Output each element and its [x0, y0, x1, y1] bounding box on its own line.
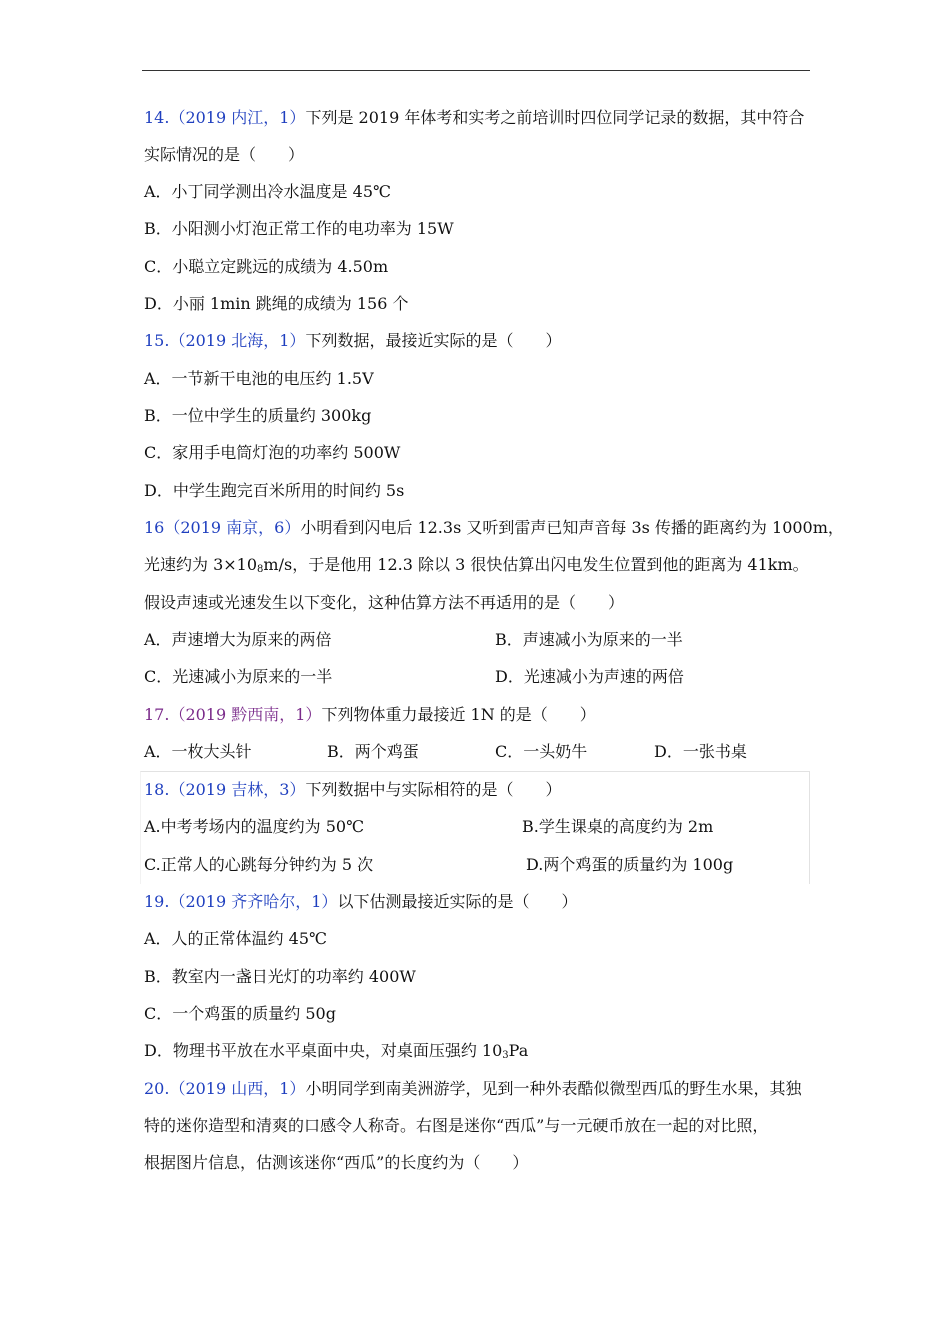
q15-option-c: C．家用手电筒灯泡的功率约 500W — [144, 443, 401, 462]
q16-stem-line1 — [144, 518, 844, 538]
q18-option-b: B.学生课桌的高度约为 2m — [522, 817, 714, 836]
q19-stem-text: 以下估测最接近实际的是（ ） — [337, 892, 578, 911]
q18-source-tag: 18.（2019 吉林，3） — [144, 780, 306, 799]
q17-stem — [144, 705, 596, 725]
q15-source-tag: 15.（2019 北海，1） — [144, 331, 306, 350]
q16-stem-text: 小明看到闪电后 12.3s 又听到雷声已知声音每 3s 传播的距离约为 1000m， — [300, 518, 844, 537]
q16-stem-line2-part1: 光速约为 3×10 — [144, 555, 258, 574]
q17-option-d: D．一张书桌 — [654, 742, 747, 761]
q14-option-a: A．小丁同学测出冷水温度是 45℃ — [144, 182, 391, 201]
q14-stem-line1 — [144, 108, 804, 128]
q14-option-b: B．小阳测小灯泡正常工作的电功率为 15W — [144, 219, 454, 238]
q16-stem-line2-part2: m/s，于是他用 12.3 除以 3 很快估算出闪电发生位置到他的距离为 41km。 — [263, 555, 809, 574]
q16-stem-line3: 假设声速或光速发生以下变化，这种估算方法不再适用的是（ ） — [144, 593, 625, 612]
q19-option-b: B．教室内一盏日光灯的功率约 400W — [144, 967, 416, 986]
q16-exponent: 8 — [257, 564, 264, 575]
q16-source-tag: 16（2019 南京，6） — [144, 518, 301, 537]
q19-option-d — [144, 1041, 528, 1066]
q19-source-tag: 19.（2019 齐齐哈尔，1） — [144, 892, 338, 911]
q19-option-d-part2: Pa — [508, 1041, 529, 1060]
q20-stem-line1 — [144, 1079, 801, 1099]
q14-option-c: C．小聪立定跳远的成绩为 4.50m — [144, 257, 389, 276]
q16-option-a: A．声速增大为原来的两倍 — [144, 630, 332, 649]
q15-stem-text: 下列数据，最接近实际的是（ ） — [305, 331, 562, 350]
q18-option-a: A.中考考场内的温度约为 50℃ — [144, 817, 364, 836]
q15-stem — [144, 331, 561, 351]
q20-stem-line2: 特的迷你造型和清爽的口感令人称奇。右图是迷你“西瓜”与一元硬币放在一起的对比照， — [144, 1116, 769, 1135]
q16-option-d: D．光速减小为声速的两倍 — [495, 667, 684, 686]
q14-option-d: D．小丽 1min 跳绳的成绩为 156 个 — [144, 294, 409, 313]
q19-exponent: 3 — [502, 1050, 509, 1061]
q17-source-tag: 17.（2019 黔西南，1） — [144, 705, 322, 724]
q15-option-b: B．一位中学生的质量约 300kg — [144, 406, 372, 425]
q17-stem-text: 下列物体重力最接近 1N 的是（ ） — [321, 705, 596, 724]
q17-option-a: A．一枚大头针 — [144, 742, 252, 761]
q17-option-b: B．两个鸡蛋 — [327, 742, 419, 761]
q15-option-d: D．中学生跑完百米所用的时间约 5s — [144, 481, 405, 500]
q20-stem-text: 小明同学到南美洲游学，见到一种外表酷似微型西瓜的野生水果，其独 — [305, 1079, 802, 1098]
q19-option-c: C．一个鸡蛋的质量约 50g — [144, 1004, 336, 1023]
q14-source-tag: 14.（2019 内江，1） — [144, 108, 306, 127]
q19-option-d-part1: D．物理书平放在水平桌面中央，对桌面压强约 10 — [144, 1041, 503, 1060]
q18-option-c: C.正常人的心跳每分钟约为 5 次 — [144, 855, 374, 874]
q17-option-c: C．一头奶牛 — [495, 742, 588, 761]
q16-stem-line2 — [144, 555, 809, 580]
header-rule — [142, 70, 810, 71]
q19-option-a: A．人的正常体温约 45℃ — [144, 929, 327, 948]
q14-stem-line2: 实际情况的是（ ） — [144, 145, 305, 164]
q19-stem — [144, 892, 577, 912]
q15-option-a: A．一节新干电池的电压约 1.5V — [144, 369, 374, 388]
q20-source-tag: 20.（2019 山西，1） — [144, 1079, 306, 1098]
q18-option-d: D.两个鸡蛋的质量约为 100g — [526, 855, 734, 874]
q18-stem — [144, 780, 561, 800]
q14-stem-text: 下列是 2019 年体考和实考之前培训时四位同学记录的数据，其中符合 — [305, 108, 805, 127]
q18-stem-text: 下列数据中与实际相符的是（ ） — [305, 780, 562, 799]
q16-option-b: B．声速减小为原来的一半 — [495, 630, 683, 649]
q20-stem-line3: 根据图片信息，估测该迷你“西瓜”的长度约为（ ） — [144, 1153, 529, 1172]
q16-option-c: C．光速减小为原来的一半 — [144, 667, 333, 686]
